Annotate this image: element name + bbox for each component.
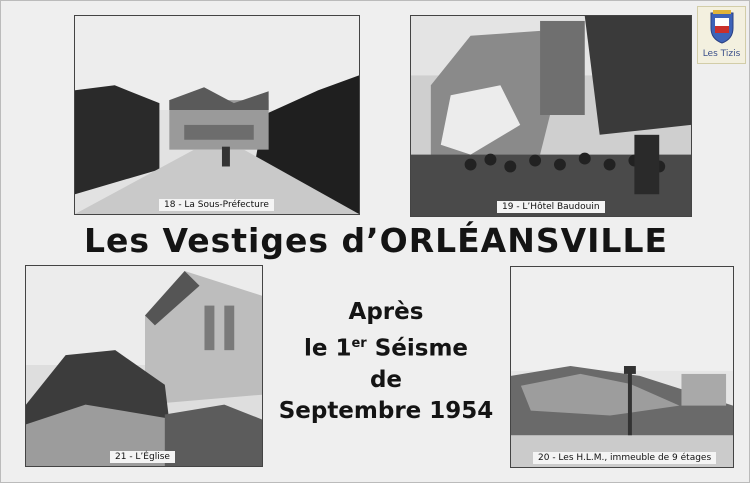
photo-caption: 18 - La Sous-Préfecture: [159, 199, 274, 211]
subtitle-line-text: Séisme: [366, 335, 469, 362]
photo-caption: 20 - Les H.L.M., immeuble de 9 étages: [533, 452, 716, 464]
coat-of-arms-icon: [709, 10, 735, 44]
page-title: Les Vestiges d’ORLÉANSVILLE: [83, 221, 669, 260]
subtitle-line: [263, 328, 509, 365]
subtitle-line-text: le 1: [303, 335, 352, 362]
watermark-logo: [697, 6, 746, 64]
photo-caption: 21 - L’Église: [110, 451, 175, 463]
watermark-text: Les Tizis: [702, 49, 741, 59]
subtitle-line: Septembre 1954: [278, 397, 494, 424]
subtitle-line: de: [369, 366, 403, 393]
photo-caption: 19 - L’Hôtel Baudouin: [497, 201, 605, 213]
photo-hlm: [510, 266, 734, 468]
photo-eglise-image: [26, 266, 262, 466]
photo-sous-prefecture: [74, 15, 360, 215]
photo-hotel-baudouin-image: [411, 16, 691, 216]
photo-eglise: [25, 265, 263, 467]
subtitle-superscript: er: [351, 336, 367, 351]
subtitle-line: Après: [348, 299, 424, 325]
subtitle: [263, 297, 509, 427]
photo-hlm-image: [511, 267, 733, 467]
photo-hotel-baudouin: [410, 15, 692, 217]
photo-sous-prefecture-image: [75, 16, 359, 214]
